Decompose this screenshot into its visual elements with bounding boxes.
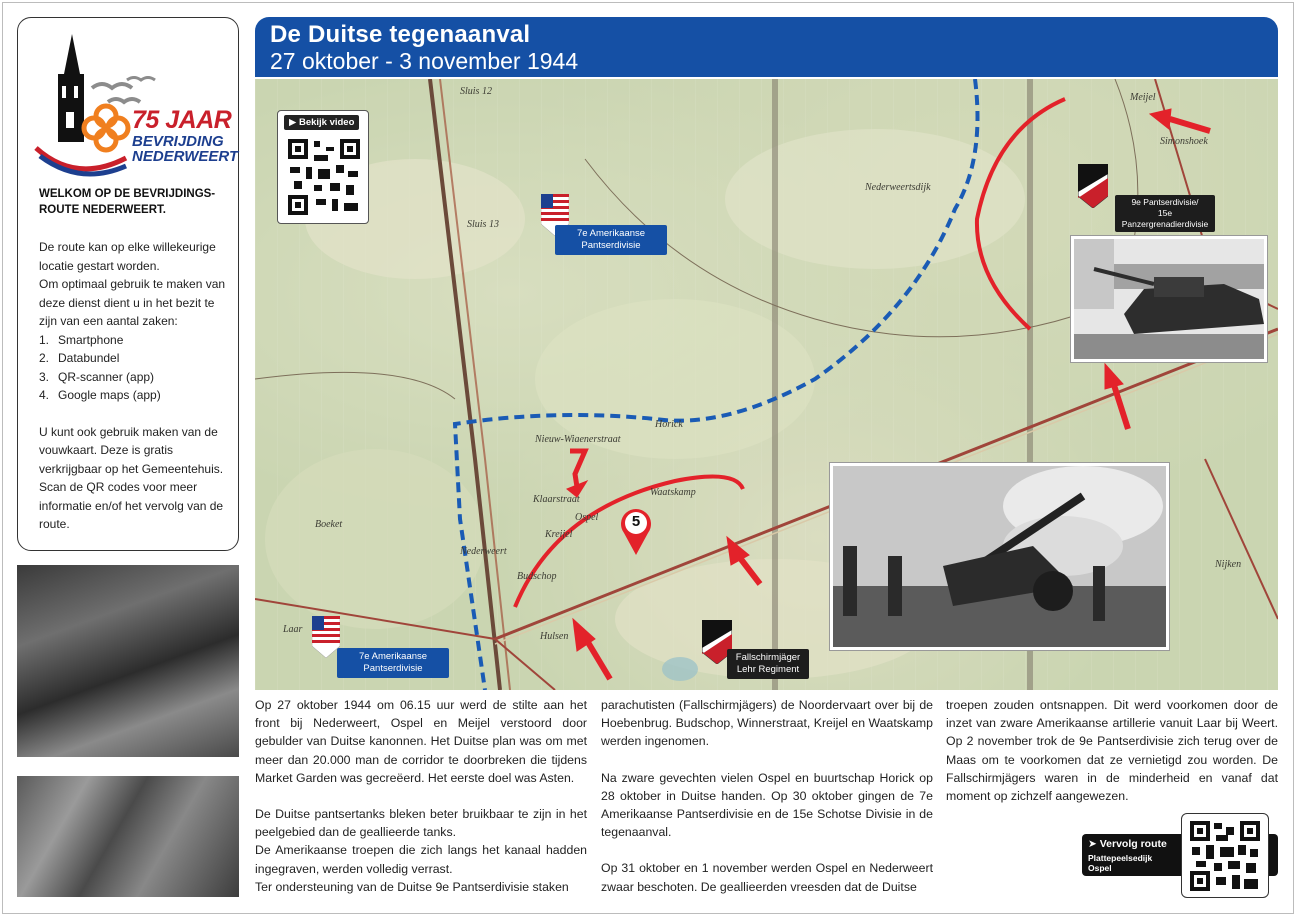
intro-paragraph: U kunt ook gebruik maken van de vouwkaart. Deze is gratis verkrijgbaar op het Gemeentehuis. xyxy=(39,424,224,476)
body-paragraph: Op 27 oktober 1944 om 06.15 uur werd de stilte aan het front bij Nederweert, Ospel en Meijel verstoord door gebulder van Duitse kanonnen. Het Duitse plan was om met meer dan 20.000 man de corridor te doorbreken die tijdens Market Garden was gecreëerd. Het eerste doel was Asten. xyxy=(255,698,587,785)
place-label: Ospel xyxy=(575,512,599,523)
place-label: Nederweert xyxy=(460,546,507,557)
qr-code-icon xyxy=(286,137,362,217)
place-label: Boeket xyxy=(315,519,343,530)
body-paragraph: Op 31 oktober en 1 november werden Ospel en Nederweert zwaar beschoten. De geallieerden vreesden dat de Duitse xyxy=(601,861,933,894)
unit-label-us-bottom: 7e Amerikaanse Pantserdivisie xyxy=(337,648,449,678)
place-label: Meijel xyxy=(1130,92,1156,103)
place-label: Horick xyxy=(655,419,683,430)
body-paragraph: Ter ondersteuning van de Duitse 9e Pantserdivisie staken xyxy=(255,879,569,894)
body-paragraph: parachutisten (Fallschirmjägers) de Noordervaart over bij de Hoebenbrug. Budschop, Winnerstraat, Kreijel en Waatskamp werden ingenomen. xyxy=(601,698,933,749)
soldier-photo xyxy=(17,565,239,757)
intro-paragraph: Om optimaal gebruik te maken van deze dienst dient u in het bezit te zijn van een aantal zaken: xyxy=(39,277,226,328)
intro-panel xyxy=(17,17,239,551)
logo-line2: NEDERWEERT xyxy=(132,148,239,165)
place-label: Laar xyxy=(283,624,303,635)
list-item: 4. Google maps (app) xyxy=(39,388,161,402)
logo-line1: BEVRIJDING xyxy=(132,133,224,150)
place-label: Waatskamp xyxy=(650,487,696,498)
place-label: Klaarstraat xyxy=(533,494,580,505)
text-column-1 xyxy=(255,696,587,896)
intro-text xyxy=(39,238,229,534)
body-paragraph: De Amerikaanse troepen die zich langs het kanaal hadden ingegraven, werden volledig verrast. xyxy=(255,843,587,876)
video-label: ▶ Bekijk video xyxy=(284,115,359,130)
logo-text xyxy=(132,108,238,164)
video-qr-card[interactable] xyxy=(277,110,369,224)
list-item: 2. Databundel xyxy=(39,351,120,365)
logo xyxy=(32,30,239,190)
place-label: Nieuw-Wiaenerstraat xyxy=(535,434,621,445)
us-flag-icon xyxy=(312,616,340,658)
list-item: 1. Smartphone xyxy=(39,332,124,347)
text-column-2 xyxy=(601,696,933,896)
body-paragraph: Na zware gevechten vielen Ospel en buurtschap Horick op 28 oktober in Duitse handen. Op 30 oktober gingen de 7e Amerikaanse Pantserdivisie en de 15e Schotse Divisie in de tegenaanval. xyxy=(601,770,933,840)
requirements-list xyxy=(39,331,229,405)
logo-years: 75 JAAR xyxy=(132,106,232,134)
route-title: ➤ Vervolg route xyxy=(1088,838,1167,850)
artillery-scene-icon xyxy=(833,466,1166,647)
place-label: Nederweertsdijk xyxy=(865,182,931,193)
intro-title: WELKOM OP DE BEVRIJDINGS-ROUTE NEDERWEERT. xyxy=(39,188,216,216)
intro-paragraph: De route kan op elke willekeurige locatie gestart worden. xyxy=(39,240,216,273)
place-label: Hulsen xyxy=(540,631,569,642)
page-subtitle: 27 oktober - 3 november 1944 xyxy=(270,48,579,74)
body-paragraph: De Duitse pantsertanks bleken beter bruikbaar te zijn in het peelgebied dan de geallieerde tanks. xyxy=(255,807,587,840)
place-label: Sluis 12 xyxy=(460,86,492,97)
list-item: 3. QR-scanner (app) xyxy=(39,369,155,384)
place-label: Nijken xyxy=(1215,559,1242,570)
navigation-arrow-icon: ➤ xyxy=(1088,838,1097,850)
route-destination: Plattepeelsedijk Ospel xyxy=(1088,853,1153,873)
intro-paragraph: Scan de QR codes voor meer informatie en/of het vervolg van de route. xyxy=(39,480,224,531)
body-paragraph: troepen zouden ontsnappen. Dit werd voorkomen door de inzet van zware Amerikaanse artillerie vanuit Laar bij Weert. Op 2 november trok de 9e Pantserdivisie zich terug over de Maas om te voorkomen dat ze vernietigd zou worden. De Fallschirmjägers waren in de minderheid en vanaf dat moment op zichzelf aangewezen. xyxy=(946,698,1278,804)
video-camera-icon: ▶ xyxy=(289,117,297,128)
marker-number: 5 xyxy=(631,513,641,530)
trench-photo xyxy=(17,776,239,897)
qr-code-icon xyxy=(1188,819,1262,893)
artillery-photo xyxy=(830,463,1169,650)
place-label: Simonshoek xyxy=(1160,136,1208,147)
unit-label-fallschirm: Fallschirmjäger Lehr Regiment xyxy=(727,649,809,679)
text-column-3 xyxy=(946,696,1278,805)
unit-label-panzer: 9e Pantserdivisie/ 15e Panzergrenadierdivisie xyxy=(1115,195,1215,232)
route-qr-card[interactable] xyxy=(1181,813,1269,898)
place-label: Sluis 13 xyxy=(467,219,499,230)
page-title: De Duitse tegenaanval xyxy=(270,21,531,48)
page-header xyxy=(255,17,1278,77)
tank-photo xyxy=(1071,236,1267,362)
place-label: Kreijel xyxy=(545,529,573,540)
tank-silhouette-icon xyxy=(1074,239,1264,359)
unit-label-us-top: 7e Amerikaanse Pantserdivisie xyxy=(555,225,667,255)
german-flag-icon xyxy=(1078,164,1108,208)
place-label: Budschop xyxy=(517,571,557,582)
